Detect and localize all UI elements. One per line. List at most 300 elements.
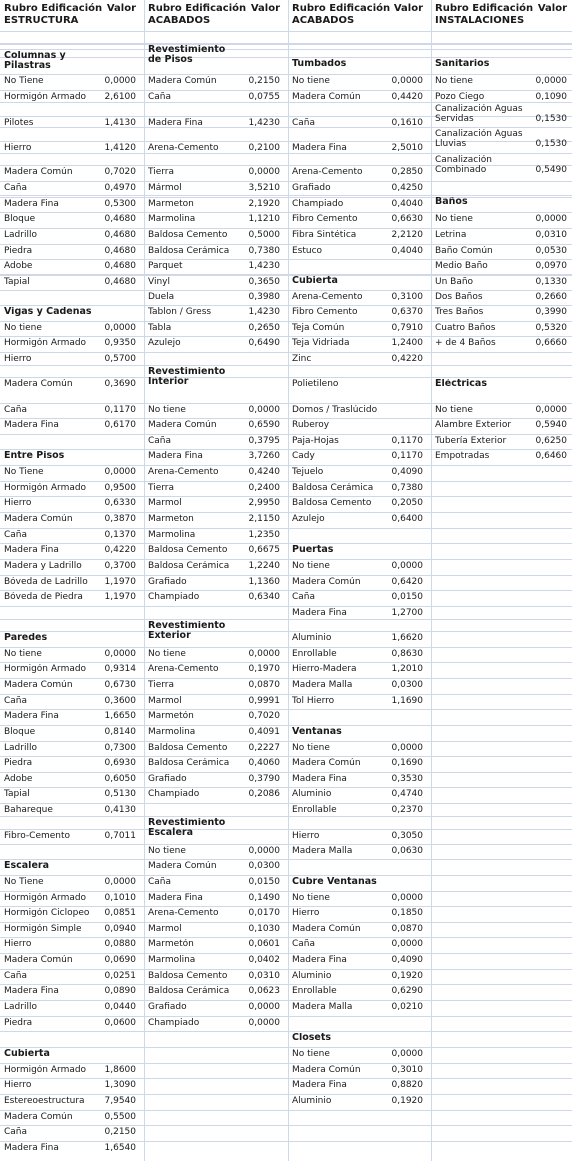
row-divider: [0, 1078, 572, 1079]
table-cell-value: 0,0300: [248, 861, 280, 871]
table-cell-item: Duela: [148, 292, 175, 302]
table-cell-value: 0,0440: [104, 1002, 136, 1012]
table-cell-item: Grafiado: [292, 183, 331, 193]
section-heading: Entre Pisos: [4, 451, 65, 461]
row-divider: [0, 418, 572, 419]
table-cell-item: Adobe: [4, 774, 33, 784]
table-cell-value: 0,6370: [391, 307, 423, 317]
table-cell-value: 0,0970: [535, 261, 567, 271]
table-cell-value: 0,0000: [248, 1018, 280, 1028]
table-cell-value: 0,3530: [391, 774, 423, 784]
table-cell-item: Letrina: [435, 230, 467, 240]
row-divider: [0, 631, 572, 632]
table-cell-value: 0,4680: [104, 277, 136, 287]
table-cell-value: 0,6590: [248, 420, 280, 430]
table-cell-item: Madera y Ladrillo: [4, 561, 82, 571]
table-cell-value: 1,4230: [248, 261, 280, 271]
table-cell-value: 0,6250: [535, 436, 567, 446]
table-cell-value: 0,1690: [391, 758, 423, 768]
row-divider: [0, 984, 572, 985]
table-cell-value: 0,4060: [248, 758, 280, 768]
table-cell-item: Marmol: [148, 924, 182, 934]
table-cell-item: Aluminio: [292, 789, 332, 799]
table-cell-value: 0,4680: [104, 214, 136, 224]
table-cell-value: 2,1920: [248, 199, 280, 209]
table-cell-item: Champiado: [148, 789, 200, 799]
table-cell-item: Ruberoy: [292, 420, 330, 430]
table-cell-value: 1,6620: [391, 633, 423, 643]
table-cell-value: 0,4680: [104, 230, 136, 240]
table-cell-item: Grafiado: [148, 577, 187, 587]
table-cell-item: Champiado: [148, 592, 200, 602]
table-cell-value: 0,6050: [104, 774, 136, 784]
table-cell-value: 7,9540: [104, 1096, 136, 1106]
table-cell-value: 0,6290: [391, 986, 423, 996]
table-cell-item: Madera Fina: [4, 420, 59, 430]
table-cell-item: Enrollable: [292, 805, 337, 815]
table-cell-value: 0,6675: [248, 545, 280, 555]
table-cell-value: 1,2010: [391, 664, 423, 674]
column-divider: [431, 0, 432, 1161]
table-cell-item: Tubería Exterior: [435, 436, 507, 446]
table-cell-value: 0,3050: [391, 831, 423, 841]
row-divider: [0, 212, 572, 213]
table-cell-item: Tierra: [148, 680, 175, 690]
table-cell-item: Adobe: [4, 261, 33, 271]
table-cell-value: 2,9950: [248, 498, 280, 508]
table-cell-item: Estuco: [292, 246, 323, 256]
table-cell-item: Madera Común: [148, 861, 217, 871]
row-divider: [0, 619, 572, 620]
section-heading: Cubierta: [292, 276, 338, 286]
table-cell-value: 0,2650: [248, 323, 280, 333]
table-cell-item: Caña: [292, 118, 316, 128]
table-cell-value: 0,3100: [391, 292, 423, 302]
table-cell-item: No tiene: [435, 214, 473, 224]
row-divider: [0, 305, 572, 306]
table-cell-item: Madera Común: [4, 167, 73, 177]
row-divider: [0, 891, 572, 892]
table-cell-value: 1,4130: [104, 118, 136, 128]
table-cell-item: Madera Fina: [4, 545, 59, 555]
row-divider: [0, 153, 572, 154]
table-cell-item: Piedra: [4, 758, 33, 768]
table-cell-item: Zinc: [292, 354, 312, 364]
table-cell-value: 0,0000: [104, 877, 136, 887]
table-cell-item: Canalización Combinado: [435, 155, 492, 175]
table-cell-item: Baldosa Cemento: [148, 743, 228, 753]
section-heading: Baños: [435, 197, 468, 207]
table-cell-item: Bahareque: [4, 805, 53, 815]
table-cell-value: 0,0310: [248, 971, 280, 981]
section-heading: Closets: [292, 1033, 332, 1043]
table-cell-item: Caña: [4, 530, 28, 540]
table-cell-value: 0,4090: [391, 467, 423, 477]
table-cell-value: 0,6420: [391, 577, 423, 587]
table-cell-value: 2,6100: [104, 92, 136, 102]
table-cell-value: 0,0000: [248, 167, 280, 177]
table-cell-value: 0,8820: [391, 1080, 423, 1090]
row-divider: [0, 1110, 572, 1111]
row-divider: [0, 1125, 572, 1126]
column-divider: [288, 0, 289, 1161]
column-header-value: Valor: [537, 3, 567, 14]
table-cell-item: No tiene: [148, 846, 186, 856]
table-cell-item: Hierro: [292, 831, 320, 841]
table-cell-value: 0,4091: [248, 727, 280, 737]
table-cell-item: Marmol: [148, 498, 182, 508]
table-cell-item: Un Baño: [435, 277, 474, 287]
table-cell-item: No tiene: [435, 76, 473, 86]
row-divider: [0, 875, 572, 876]
table-cell-item: No tiene: [292, 743, 330, 753]
table-cell-item: Cady: [292, 451, 315, 461]
row-divider: [0, 662, 572, 663]
table-cell-item: Hierro: [4, 143, 32, 153]
table-cell-value: 1,4120: [104, 143, 136, 153]
table-cell-item: + de 4 Baños: [435, 338, 496, 348]
table-cell-value: 0,3690: [104, 379, 136, 389]
table-cell-item: Baldosa Cemento: [292, 498, 372, 508]
row-divider: [0, 543, 572, 544]
row-divider: [0, 694, 572, 695]
table-cell-item: Fibro Cemento: [292, 214, 358, 224]
table-cell-item: Canalización Aguas Lluvias: [435, 129, 523, 149]
table-cell-value: 0,1920: [391, 1096, 423, 1106]
row-divider: [0, 772, 572, 773]
table-cell-item: Tierra: [148, 483, 175, 493]
table-cell-value: 0,0870: [391, 924, 423, 934]
table-cell-value: 1,1970: [104, 592, 136, 602]
table-cell-item: Fibro-Cemento: [4, 831, 71, 841]
table-cell-item: Parquet: [148, 261, 183, 271]
table-cell-item: Tabla: [148, 323, 172, 333]
table-cell-value: 0,0530: [535, 246, 567, 256]
row-divider: [0, 352, 572, 353]
table-cell-value: 0,2660: [535, 292, 567, 302]
section-heading: Columnas y Pilastras: [4, 51, 66, 71]
table-cell-item: Bóveda de Piedra: [4, 592, 83, 602]
table-cell-value: 0,3790: [248, 774, 280, 784]
table-cell-item: Hormigón Armado: [4, 483, 87, 493]
table-cell-item: Madera Común: [4, 379, 73, 389]
table-cell-item: Baldosa Cerámica: [148, 986, 230, 996]
table-cell-value: 0,8140: [104, 727, 136, 737]
table-cell-item: Madera Fina: [4, 199, 59, 209]
row-divider: [0, 844, 572, 845]
table-cell-value: 0,0000: [391, 76, 423, 86]
table-cell-value: 0,0755: [248, 92, 280, 102]
table-cell-value: 0,0310: [535, 230, 567, 240]
table-cell-item: Madera Fina: [4, 986, 59, 996]
table-cell-item: Baldosa Cerámica: [292, 483, 374, 493]
section-heading: Escalera: [4, 861, 49, 871]
table-cell-value: 0,9350: [104, 338, 136, 348]
row-divider: [0, 803, 572, 804]
table-cell-item: Caña: [4, 183, 28, 193]
table-cell-item: No tiene: [4, 649, 42, 659]
table-cell-item: Hormigón Simple: [4, 924, 82, 934]
table-cell-value: 0,2370: [391, 805, 423, 815]
row-divider: [0, 575, 572, 576]
table-cell-value: 0,4130: [104, 805, 136, 815]
row-divider: [0, 756, 572, 757]
row-divider: [0, 709, 572, 710]
table-cell-value: 1,1360: [248, 577, 280, 587]
table-cell-item: Madera Común: [292, 758, 361, 768]
row-divider: [0, 465, 572, 466]
row-divider: [0, 403, 572, 404]
table-cell-item: Ladrillo: [4, 230, 37, 240]
table-cell-item: Madera Común: [292, 92, 361, 102]
table-cell-value: 0,4970: [104, 183, 136, 193]
table-cell-value: 0,0851: [104, 908, 136, 918]
table-cell-item: Caña: [4, 971, 28, 981]
row-divider: [0, 816, 572, 817]
column-header-label: Rubro Edificación ESTRUCTURA: [4, 3, 103, 26]
column-header-label: Rubro Edificación INSTALACIONES: [435, 3, 534, 26]
table-cell-item: No tiene: [4, 323, 42, 333]
row-divider: [0, 44, 572, 45]
table-cell-value: 0,3990: [535, 307, 567, 317]
table-cell-value: 0,2150: [248, 76, 280, 86]
table-cell-value: 0,5300: [104, 199, 136, 209]
table-cell-value: 0,5700: [104, 354, 136, 364]
table-cell-value: 3,7260: [248, 451, 280, 461]
table-cell-value: 0,0000: [391, 893, 423, 903]
section-heading: Ventanas: [292, 727, 342, 737]
table-cell-value: 0,7020: [248, 711, 280, 721]
table-cell-value: 0,1970: [248, 664, 280, 674]
table-cell-item: Marmetón: [148, 711, 194, 721]
table-cell-value: 1,2400: [391, 338, 423, 348]
row-divider: [0, 181, 572, 182]
table-cell-item: Champiado: [148, 1018, 200, 1028]
table-cell-value: 2,2120: [391, 230, 423, 240]
table-cell-item: Madera Común: [4, 1112, 73, 1122]
table-cell-value: 1,2350: [248, 530, 280, 540]
table-cell-item: Madera Fina: [148, 118, 203, 128]
table-cell-value: 0,6630: [391, 214, 423, 224]
row-divider: [0, 1000, 572, 1001]
table-cell-value: 0,0000: [391, 743, 423, 753]
table-cell-value: 2,1150: [248, 514, 280, 524]
table-cell-value: 0,6340: [248, 592, 280, 602]
table-cell-value: 0,0000: [535, 405, 567, 415]
table-cell-item: Hierro: [4, 1080, 32, 1090]
table-cell-item: Domos / Traslúcido: [292, 405, 378, 415]
table-cell-item: Caña: [148, 92, 172, 102]
table-cell-item: No Tiene: [4, 76, 44, 86]
table-cell-item: Madera Común: [292, 1065, 361, 1075]
table-cell-item: No tiene: [148, 649, 186, 659]
row-divider: [0, 481, 572, 482]
table-cell-item: Marmolina: [148, 727, 196, 737]
row-divider: [0, 228, 572, 229]
row-divider: [0, 1047, 572, 1048]
row-divider: [0, 195, 572, 196]
table-cell-item: Tierra: [148, 167, 175, 177]
row-divider: [0, 290, 572, 291]
table-cell-value: 0,5940: [535, 420, 567, 430]
row-divider: [0, 512, 572, 513]
section-heading: Revestimiento Exterior: [148, 621, 226, 641]
table-cell-item: Ladrillo: [4, 743, 37, 753]
section-heading: Sanitarios: [435, 59, 490, 69]
row-divider: [0, 434, 572, 435]
table-cell-value: 0,5500: [104, 1112, 136, 1122]
table-cell-item: Hormigón Armado: [4, 1065, 87, 1075]
row-divider: [0, 678, 572, 679]
table-cell-value: 0,1920: [391, 971, 423, 981]
table-cell-item: Madera Fina: [292, 608, 347, 618]
table-cell-item: Aluminio: [292, 633, 332, 643]
table-cell-item: Tol Hierro: [292, 696, 335, 706]
table-cell-item: Marmolina: [148, 955, 196, 965]
section-heading: Vigas y Cadenas: [4, 307, 92, 317]
row-divider: [0, 1141, 572, 1142]
table-cell-value: 0,0000: [391, 939, 423, 949]
table-cell-item: Baldosa Cerámica: [148, 246, 230, 256]
table-cell-value: 0,0150: [248, 877, 280, 887]
table-cell-value: 0,2086: [248, 789, 280, 799]
table-cell-value: 0,1530: [535, 139, 567, 149]
table-cell-item: Mármol: [148, 183, 182, 193]
table-cell-value: 0,3650: [248, 277, 280, 287]
table-cell-item: Grafiado: [148, 1002, 187, 1012]
row-divider: [0, 590, 572, 591]
row-divider: [0, 859, 572, 860]
table-cell-item: Caña: [292, 592, 316, 602]
row-divider: [0, 1063, 572, 1064]
table-cell-value: 0,9991: [248, 696, 280, 706]
table-cell-value: 0,9500: [104, 483, 136, 493]
table-cell-item: Marmetón: [148, 939, 194, 949]
table-cell-item: Madera Común: [292, 577, 361, 587]
table-cell-item: Hormigón Armado: [4, 338, 87, 348]
table-cell-item: Tejuelo: [292, 467, 324, 477]
table-cell-item: Arena-Cemento: [148, 664, 219, 674]
table-cell-item: Madera Malla: [292, 846, 353, 856]
table-cell-value: 0,7020: [104, 167, 136, 177]
row-divider: [0, 528, 572, 529]
table-cell-item: Madera Común: [148, 420, 217, 430]
table-cell-item: Azulejo: [148, 338, 181, 348]
table-cell-value: 0,1170: [104, 405, 136, 415]
table-cell-value: 0,7380: [248, 246, 280, 256]
table-cell-item: Grafiado: [148, 774, 187, 784]
table-cell-value: 0,6460: [535, 451, 567, 461]
table-cell-value: 0,3010: [391, 1065, 423, 1075]
table-cell-value: 0,6930: [104, 758, 136, 768]
table-cell-value: 1,1690: [391, 696, 423, 706]
table-cell-item: Marmolina: [148, 214, 196, 224]
table-cell-value: 0,6330: [104, 498, 136, 508]
table-cell-value: 0,0402: [248, 955, 280, 965]
row-divider: [0, 725, 572, 726]
table-cell-value: 0,4420: [391, 92, 423, 102]
table-cell-value: 0,1490: [248, 893, 280, 903]
table-cell-item: Tres Baños: [435, 307, 484, 317]
table-cell-value: 1,4230: [248, 307, 280, 317]
table-cell-value: 0,0623: [248, 986, 280, 996]
table-cell-item: Hierro: [4, 939, 32, 949]
table-cell-value: 0,0000: [248, 405, 280, 415]
table-cell-item: Teja Vidriada: [292, 338, 350, 348]
table-cell-value: 0,9314: [104, 664, 136, 674]
column-header-label: Rubro Edificación ACABADOS: [148, 3, 247, 26]
table-cell-item: Baldosa Cerámica: [148, 758, 230, 768]
table-cell-item: Caña: [4, 405, 28, 415]
table-cell-value: 0,2150: [104, 1127, 136, 1137]
table-cell-item: Bóveda de Ladrillo: [4, 577, 88, 587]
section-heading: Cubre Ventanas: [292, 877, 377, 887]
section-heading: Revestimiento Escalera: [148, 818, 226, 838]
table-cell-value: 0,0210: [391, 1002, 423, 1012]
row-divider: [0, 31, 572, 32]
table-cell-value: 1,3090: [104, 1080, 136, 1090]
table-cell-value: 1,1970: [104, 577, 136, 587]
table-cell-item: Piedra: [4, 1018, 33, 1028]
table-cell-value: 0,0000: [104, 467, 136, 477]
table-cell-value: 0,0150: [391, 592, 423, 602]
column-header-value: Valor: [393, 3, 423, 14]
row-divider: [0, 102, 572, 103]
row-divider: [0, 336, 572, 337]
table-cell-item: Caña: [148, 436, 172, 446]
table-cell-item: No tiene: [292, 561, 330, 571]
table-cell-value: 0,2850: [391, 167, 423, 177]
table-cell-value: 0,5000: [248, 230, 280, 240]
table-cell-item: Tablon / Gress: [148, 307, 212, 317]
row-divider: [0, 74, 572, 75]
table-cell-item: Champiado: [292, 199, 344, 209]
table-cell-item: Marmeton: [148, 514, 194, 524]
row-divider: [0, 365, 572, 366]
table-cell-item: Canalización Aguas Servidas: [435, 104, 523, 124]
table-cell-item: Baño Común: [435, 246, 493, 256]
row-divider: [0, 1031, 572, 1032]
table-cell-value: 0,1010: [104, 893, 136, 903]
table-cell-item: Enrollable: [292, 649, 337, 659]
table-cell-value: 0,5130: [104, 789, 136, 799]
table-cell-item: Hierro: [4, 498, 32, 508]
table-cell-value: 1,6650: [104, 711, 136, 721]
table-cell-value: 0,7300: [104, 743, 136, 753]
table-cell-value: 1,4230: [248, 118, 280, 128]
table-cell-item: No tiene: [435, 405, 473, 415]
row-divider: [0, 647, 572, 648]
table-cell-item: Hierro-Madera: [292, 664, 357, 674]
table-cell-value: 0,1090: [535, 92, 567, 102]
table-cell-value: 0,6490: [248, 338, 280, 348]
column-header-label: Rubro Edificación ACABADOS: [292, 3, 391, 26]
table-cell-item: Arena-Cemento: [148, 467, 219, 477]
section-heading: Revestimiento Interior: [148, 367, 226, 387]
row-divider: [0, 321, 572, 322]
row-divider: [0, 953, 572, 954]
table-cell-item: No tiene: [292, 76, 330, 86]
table-cell-value: 0,4680: [104, 246, 136, 256]
table-cell-value: 0,3600: [104, 696, 136, 706]
table-cell-item: No Tiene: [4, 877, 44, 887]
table-cell-item: Aluminio: [292, 971, 332, 981]
row-divider: [0, 922, 572, 923]
table-cell-item: Ladrillo: [4, 1002, 37, 1012]
table-cell-value: 0,0940: [104, 924, 136, 934]
row-divider: [0, 377, 572, 378]
table-cell-item: Arena-Cemento: [148, 143, 219, 153]
